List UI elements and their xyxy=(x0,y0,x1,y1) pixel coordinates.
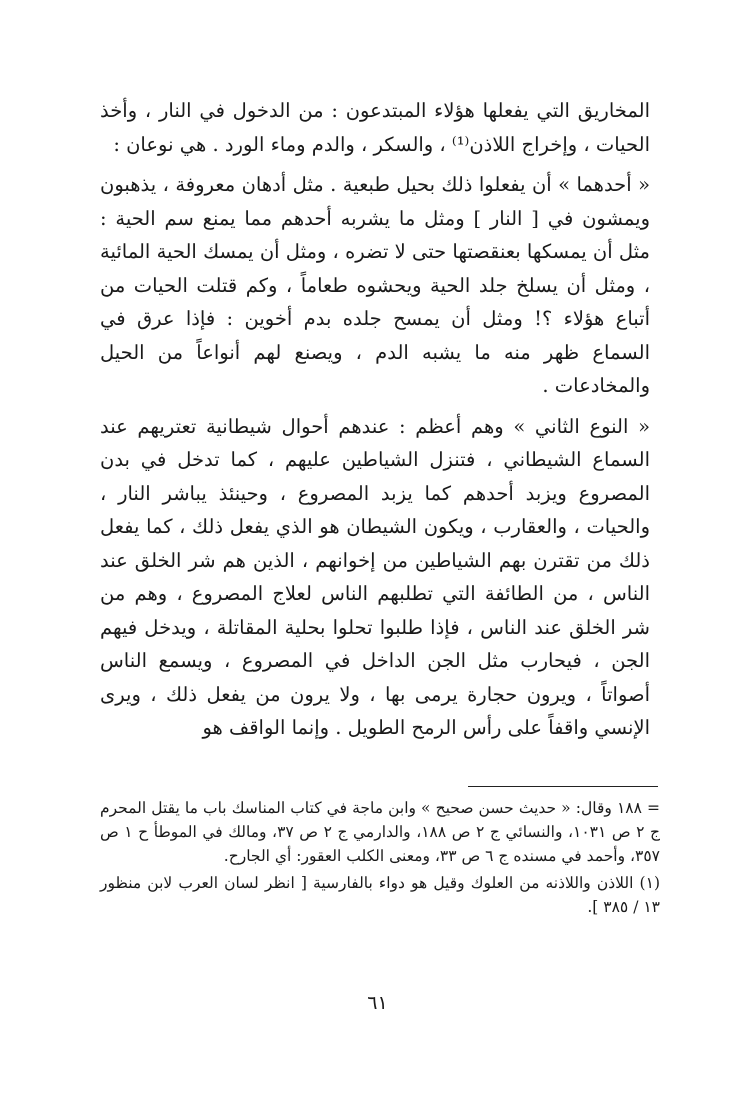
paragraph-second-type: « النوع الثاني » وهم أعظم : عندهم أحوال شيطانية تعتريهم عند السماع الشيطاني ، فتنزل الشياطين عليهم ، كما تدخل في بدن المصروع ويزبد أحدهم كما يزبد المصروع ، وحينئذ يباشر النار ، والحيات ، والعقارب ، ويكون الشيطان هو الذي يفعل ذلك ، كما يفعل ذلك من تقترن بهم الشياطين من إخوانهم ، الذين هم شر الخلق عند الناس ، من الطائفة التي تطلبهم الناس لعلاج المصروع ، وهم من شر الخلق عند الناس ، فإذا طلبوا تحلوا بحلية المقاتلة ، ويدخل فيهم الجن ، فيحارب مثل الجن الداخل في المصروع ، ويسمع الناس أصواتاً ، ويرون حجارة يرمى بها ، ولا يرون من يفعل ذلك ، ويرى الإنسي واقفاً على رأس الرمح الطويل . وإنما الواقف هو xyxy=(100,414,650,739)
footnotes xyxy=(100,796,660,922)
footnote-continued: = ١٨٨ وقال: « حديث حسن صحيح » وابن ماجة في كتاب المناسك باب ما يقتل المحرم ج ٢ ص ١٠٣١، والنسائي ج ٢ ص ١٨٨، والدارمي ج ٢ ص ٣٧، ومالك في الموطأ ح ١ ص ٣٥٧، وأحمد في مسنده ج ٦ ص ٣٣، ومعنى الكلب العقور: أي الجارح. xyxy=(100,799,661,865)
main-text xyxy=(100,94,650,752)
footnote-1: (١) اللاذن واللاذنه من العلوك وقيل هو دواء بالفارسية [ انظر لسان العرب لابن منظور ١٣ / ٣٨٥ ]. xyxy=(100,874,660,916)
footnote-separator xyxy=(468,786,658,787)
paragraph-intro: المخاريق التي يفعلها هؤلاء المبتدعون : من الدخول في النار ، وأخذ الحيات ، وإخراج اللاذن⁽¹⁾ ، والسكر ، والدم وماء الورد . هي نوعان : xyxy=(100,99,650,156)
paragraph-first-type: « أحدهما » أن يفعلوا ذلك بحيل طبعية . مثل أدهان معروفة ، يذهبون ويمشون في [ النار ] ومثل ما يشربه أحدهم مما يمنع سم الحية : مثل أن يمسكها بعنقصتها حتى لا تضره ، ومثل أن يمسك الحية المائية ، ومثل أن يسلخ جلد الحية ويحشوه طعاماً ، وكم قتلت الحيات من أتباع هؤلاء ؟! ومثل أن يمسح جلده بدم أخوين : فإذا عرق في السماع ظهر منه ما يشبه الدم ، ويصنع لهم أنواعاً من الحيل والمخادعات . xyxy=(100,173,650,397)
page-number: ٦١ xyxy=(367,992,388,1014)
